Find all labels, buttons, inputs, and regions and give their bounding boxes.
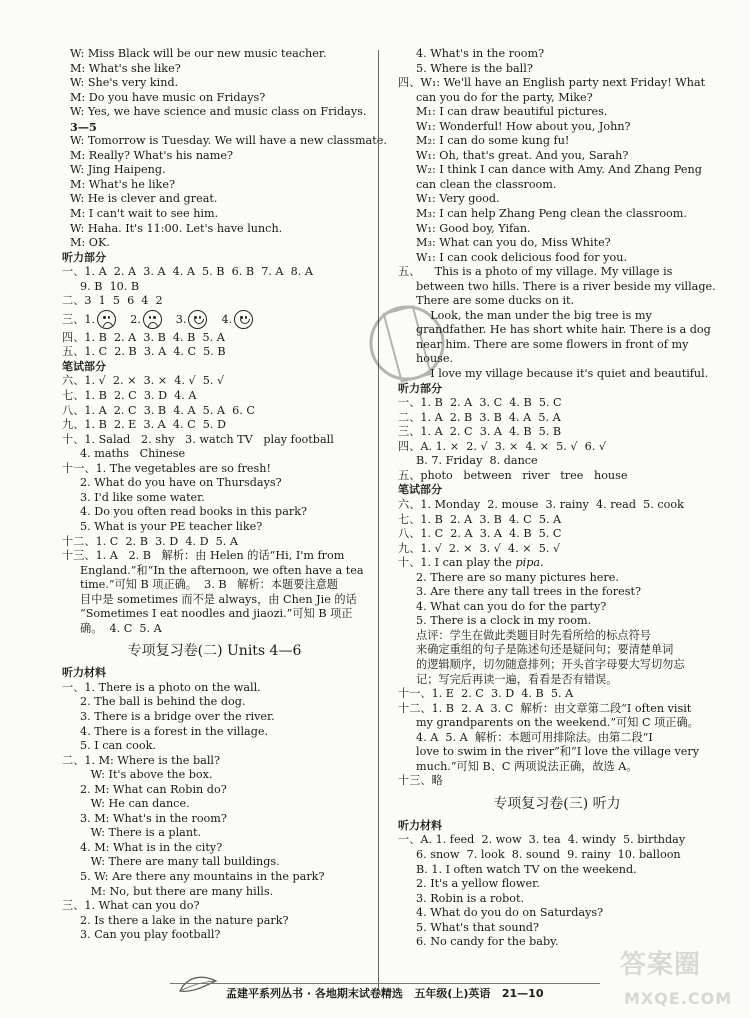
text-line: 六、1. √ 2. × 3. × 4. √ 5. √ <box>62 374 225 388</box>
text-line: W: Jing Haipeng. <box>70 163 166 177</box>
text-line: 2. The ball is behind the dog. <box>80 695 246 709</box>
text-line: 十三、1. A 2. B 解析：由 Helen 的话“Hi, I'm from <box>62 549 345 563</box>
text-line: M: I can't wait to see him. <box>70 207 219 221</box>
text-line: W: There are many tall buildings. <box>80 855 280 869</box>
footer-text: 孟建平系列丛书 · 各地期末试卷精选 五年级(上)英语 21—10 <box>226 987 544 1000</box>
text-line: 6. snow 7. look 8. sound 9. rainy 10. balloon <box>416 847 681 861</box>
text-line: 确。 4. C 5. A <box>80 621 162 635</box>
text-line: 4. What can you do for the party? <box>416 599 607 613</box>
text-line: 的逻辑顺序，切勿随意排列；开头首字母要大写切勿忘 <box>416 657 685 671</box>
text-line: W₁: Oh, that's great. And you, Sarah? <box>416 148 629 162</box>
text-line: 来确定重组的句子是陈述句还是疑问句；要清楚单词 <box>416 643 674 657</box>
text-line: time.”可知 B 项正确。 3. B 解析：本题要注意题 <box>80 578 338 592</box>
text-line: between two hills. There is a river beside my village. <box>416 279 716 293</box>
italic-word: pipa <box>515 556 541 570</box>
text-line: 5. There is a clock in my room. <box>416 614 592 628</box>
text-line: W: He is clever and great. <box>70 192 218 206</box>
emoji-answer-row <box>62 309 367 331</box>
text-line: M: No, but there are many hills. <box>80 884 274 898</box>
text-line: 记；写完后再读一遍，看看是否有错误。 <box>416 672 618 686</box>
leaf-logo-icon <box>178 973 218 995</box>
text-line: 4. Do you often read books in this park? <box>80 505 308 519</box>
text-line: M₁: I can draw beautiful pictures. <box>416 105 608 119</box>
text-line: 一、1. B 2. A 3. C 4. B 5. C <box>398 396 562 410</box>
section-title: 专项复习卷(二) Units 4—6 <box>127 643 302 660</box>
text-line: 十二、1. C 2. B 3. D 4. D 5. A <box>62 534 238 548</box>
text-line: M₃: I can help Zhang Peng clean the classroom. <box>416 207 687 221</box>
text-line: 七、1. B 2. A 3. B 4. C 5. A <box>398 512 562 526</box>
text-line: 4. What do you do on Saturdays? <box>416 906 604 920</box>
text-line: 3. I'd like some water. <box>80 490 205 504</box>
text-line: 5. Where is the ball? <box>416 61 533 75</box>
text-line: 五、 This is a photo of my village. My village is <box>398 265 673 279</box>
text-line: W: She's very kind. <box>70 76 179 90</box>
inspection-stamp <box>362 295 452 405</box>
text-line: near him. There are some flowers in front of my <box>416 337 689 351</box>
sad-face-icon <box>143 310 162 329</box>
part-heading: 听力材料 <box>62 666 106 680</box>
text-line: 4. What's in the room? <box>416 47 545 60</box>
part-heading: 听力材料 <box>398 818 442 832</box>
text-line: 5. What's that sound? <box>416 920 539 934</box>
text-line: 3. Are there any tall trees in the forest? <box>416 585 641 599</box>
left-column <box>62 47 387 943</box>
text-line: 6. No candy for the baby. <box>416 935 559 949</box>
part-heading: 笔试部分 <box>398 483 442 497</box>
text-line: W₁: Good boy, Yifan. <box>416 221 531 235</box>
text-line: M: OK. <box>70 236 110 250</box>
text-line: love to swim in the river”和“I love the village very <box>416 745 700 759</box>
section-title: 专项复习卷(三) 听力 <box>493 795 621 812</box>
face-number: 1. <box>84 312 96 326</box>
text-line: W: Haha. It's 11:00. Let's have lunch. <box>70 221 283 235</box>
text-line: 4. There is a forest in the village. <box>80 724 269 738</box>
right-column <box>398 47 716 950</box>
text-line: can you do for the party, Mike? <box>416 90 593 104</box>
text-line: 2. It's a yellow flower. <box>416 877 540 891</box>
watermark-logo: 答案圈 <box>620 950 702 980</box>
text-line: 2. What do you have on Thursdays? <box>80 476 282 490</box>
sad-face-icon <box>97 310 116 329</box>
text-line: 三、1. What can you do? <box>62 899 200 913</box>
footer-rule <box>170 983 600 984</box>
text-line: M₃: What can you do, Miss White? <box>416 236 611 250</box>
text-line: 四、W₁: We'll have an English party next Friday! What <box>398 76 706 90</box>
text-line: B. 1. I often watch TV on the weekend. <box>416 862 637 876</box>
text-line: 5. W: Are there any mountains in the park? <box>80 869 325 883</box>
text-line: 一、A. 1. feed 2. wow 3. tea 4. windy 5. birthday <box>398 833 686 847</box>
text-line: 三、1. A 2. C 3. A 4. B 5. B <box>398 425 562 439</box>
text-line: M: Do you have music on Fridays? <box>70 90 266 104</box>
text-line: 十一、1. E 2. C 3. D 4. B 5. A <box>398 687 574 701</box>
text-line: M: What's he like? <box>70 177 175 191</box>
text-line: 3. Can you play football? <box>80 928 221 942</box>
text-line: 八、1. C 2. A 3. A 4. B 5. C <box>398 527 562 541</box>
text-line: 八、1. A 2. C 3. B 4. A 5. A 6. C <box>62 403 255 417</box>
watermark <box>614 950 742 1016</box>
text-line: 2. Is there a lake in the nature park? <box>80 913 289 927</box>
text-line: 4. M: What is in the city? <box>80 840 223 854</box>
text-line: 六、1. Monday 2. mouse 3. rainy 4. read 5. cook <box>398 497 684 511</box>
text-line: W: Tomorrow is Tuesday. We will have a new classmate. <box>70 134 387 148</box>
text-line: I love my village because it's quiet and beautiful. <box>416 367 709 381</box>
text-line: 4. A 5. A 解析：本题可用排除法。由第二段“I <box>416 730 653 744</box>
text-line: W₂: I think I can dance with Amy. And Zhang Peng <box>416 163 702 177</box>
text-line: 五、1. C 2. B 3. A 4. C 5. B <box>62 345 226 359</box>
text-line: 九、1. B 2. E 3. A 4. C 5. D <box>62 418 226 432</box>
text-line: 十三、略 <box>398 774 443 788</box>
text-line: 3. M: What's in the room? <box>80 811 227 825</box>
text-line: 3—5 <box>70 119 97 134</box>
part-heading: 听力部分 <box>62 250 106 264</box>
text-line: grandfather. He has short white hair. There is a dog <box>416 323 711 337</box>
text-line: 二、1. M: Where is the ball? <box>62 753 220 767</box>
text-line: 十一、1. The vegetables are so fresh! <box>62 461 271 475</box>
text-line: 点评：学生在做此类题目时先看所给的标点符号 <box>416 628 651 642</box>
text-line: 一、1. A 2. A 3. A 4. A 5. B 6. B 7. A 8. A <box>62 265 313 279</box>
happy-face-icon <box>188 310 207 329</box>
watermark-url: MXQE.COM <box>624 989 733 1008</box>
text-line: W: Miss Black will be our new music teacher. <box>70 47 327 60</box>
text-line: 3. Robin is a robot. <box>416 891 525 905</box>
text-line: 五、photo between river tree house <box>398 468 628 482</box>
text-line: 四、1. B 2. A 3. B 4. B 5. A <box>62 330 225 344</box>
text-line: 十、1. I can play the pipa. <box>398 556 544 570</box>
text-line: W: There is a plant. <box>80 826 202 840</box>
text-line: 九、1. √ 2. × 3. √ 4. × 5. √ <box>398 541 561 555</box>
text-line: 2. There are so many pictures here. <box>416 570 619 584</box>
text-line: M: Really? What's his name? <box>70 148 233 162</box>
text-line: 四、A. 1. × 2. √ 3. × 4. × 5. √ 6. √ <box>398 439 607 453</box>
part-heading: 笔试部分 <box>62 359 106 373</box>
text-line: Look, the man under the big tree is my <box>416 308 652 322</box>
text-line: 4. maths Chinese <box>80 447 186 461</box>
text-line: W₁: I can cook delicious food for you. <box>416 250 628 264</box>
happy-face-icon <box>234 310 253 329</box>
text-line: house. <box>416 352 454 366</box>
text-line: much.”可知 B、C 两项说法正确，故选 A。 <box>416 759 638 773</box>
text-line: 目中是 sometimes 而不是 always，由 Chen Jie 的话 <box>80 592 357 606</box>
text-line: “Sometimes I eat noodles and jiaozi.”可知 B 项正 <box>80 607 353 621</box>
text-line: W₁: Wonderful! How about you, John? <box>416 119 631 133</box>
text-line: 十、1. Salad 2. shy 3. watch TV play football <box>62 432 334 446</box>
text-line: M: What's she like? <box>70 61 181 75</box>
text-line: 一、1. There is a photo on the wall. <box>62 680 261 694</box>
text-line: M₂: I can do some kung fu! <box>416 134 570 148</box>
face-number: 2. <box>130 312 141 326</box>
text-line: W: Yes, we have science and music class on Fridays. <box>70 105 367 119</box>
text-line: W: He can dance. <box>80 797 190 811</box>
text-line: 2. M: What can Robin do? <box>80 782 227 796</box>
text-line: 5. What is your PE teacher like? <box>80 519 263 533</box>
part-heading: 听力部分 <box>398 381 442 395</box>
face-number: 4. <box>221 312 233 326</box>
text-line: 二、3 1 5 6 4 2 <box>62 294 163 308</box>
column-divider <box>378 50 379 990</box>
text-line: 二、1. A 2. B 3. B 4. A 5. A <box>398 410 561 424</box>
text-line: 5. I can cook. <box>80 739 156 753</box>
text-line: B. 7. Friday 8. dance <box>416 454 538 468</box>
text-line: 3. There is a bridge over the river. <box>80 709 275 723</box>
text-line: W₁: Very good. <box>416 192 500 206</box>
face-number: 3. <box>175 312 187 326</box>
text-line: my grandparents on the weekend.”可知 C 项正确。 <box>416 716 699 730</box>
text-line: 七、1. B 2. C 3. D 4. A <box>62 389 197 403</box>
text-line: England.”和“In the afternoon, we often have a tea <box>80 563 364 577</box>
text-line: W: It's above the box. <box>80 768 213 782</box>
faces-prefix: 三、 <box>62 312 85 326</box>
text-line: can clean the classroom. <box>416 177 557 191</box>
text-line: There are some ducks on it. <box>416 294 575 308</box>
text-line: 十二、1. B 2. A 3. C 解析：由文章第二段“I often visit <box>398 701 692 715</box>
text-line: 9. B 10. B <box>80 279 140 293</box>
